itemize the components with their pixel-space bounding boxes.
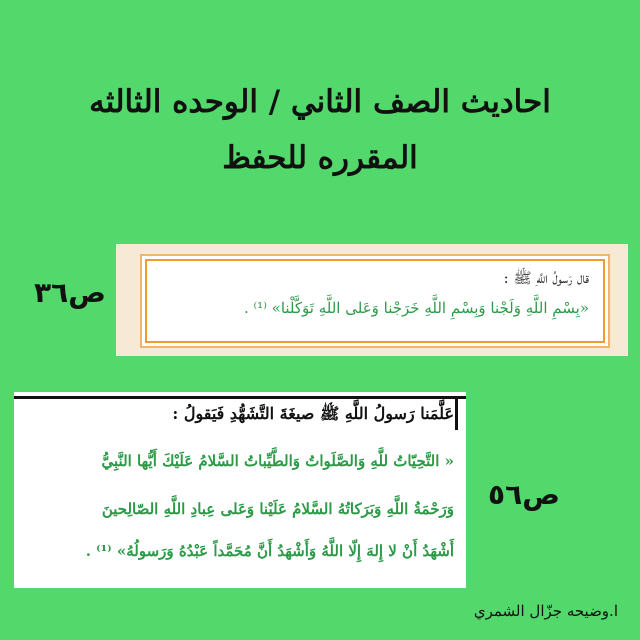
title-line-1: احاديث الصف الثاني / الوحده الثالثه: [89, 84, 551, 120]
hadith-2-line-1: « التَّحِيّاتُ للَّهِ وَالصَّلَواتُ وَالطَّيِّباتُ السَّلامُ عَلَيْكَ أَيُّها النَّبِيُّ: [101, 452, 454, 470]
card-2-right-rule: [455, 396, 458, 430]
page-label-56: ص٥٦: [488, 478, 560, 511]
page-label-36: ص٣٦: [34, 276, 106, 309]
hadith-2-line-3: أَشْهَدُ أَنْ لا إِلهَ إِلّا اللَّهُ وَأَشْهَدُ أَنَّ مُحَمَّداً عَبْدُهُ وَرَسولُهُ» ⁽¹⁾ .: [85, 542, 454, 560]
hadith-card-1: [116, 244, 628, 356]
title-line-2: المقرره للحفظ: [222, 140, 418, 176]
hadith-1-intro: قال رَسولُ اللَّهِ ﷺ :: [503, 269, 589, 287]
hadith-2-line-2: وَرَحْمَةُ اللَّهِ وَبَرَكاتُهُ السَّلامُ عَلَيْنا وَعَلى عِبادِ اللَّهِ الصّالِحينَ: [101, 500, 454, 518]
hadith-1-text: «بِسْمِ اللَّهِ وَلَجْنا وَبِسْمِ اللَّهِ خَرَجْنا وَعَلى اللَّهِ تَوَكَّلْنا» ⁽¹⁾ .: [243, 299, 589, 317]
hadith-card-1-frame: [145, 259, 605, 343]
hadith-2-intro: عَلَّمَنا رَسولُ اللَّهِ ﷺ صيغَةَ التَّشَهُّدِ فَيَقولُ :: [172, 404, 454, 423]
hadith-card-2: [14, 392, 466, 588]
card-2-top-rule: [14, 396, 466, 399]
author-signature: ا.وضيحه جزّال الشمري: [473, 602, 618, 620]
